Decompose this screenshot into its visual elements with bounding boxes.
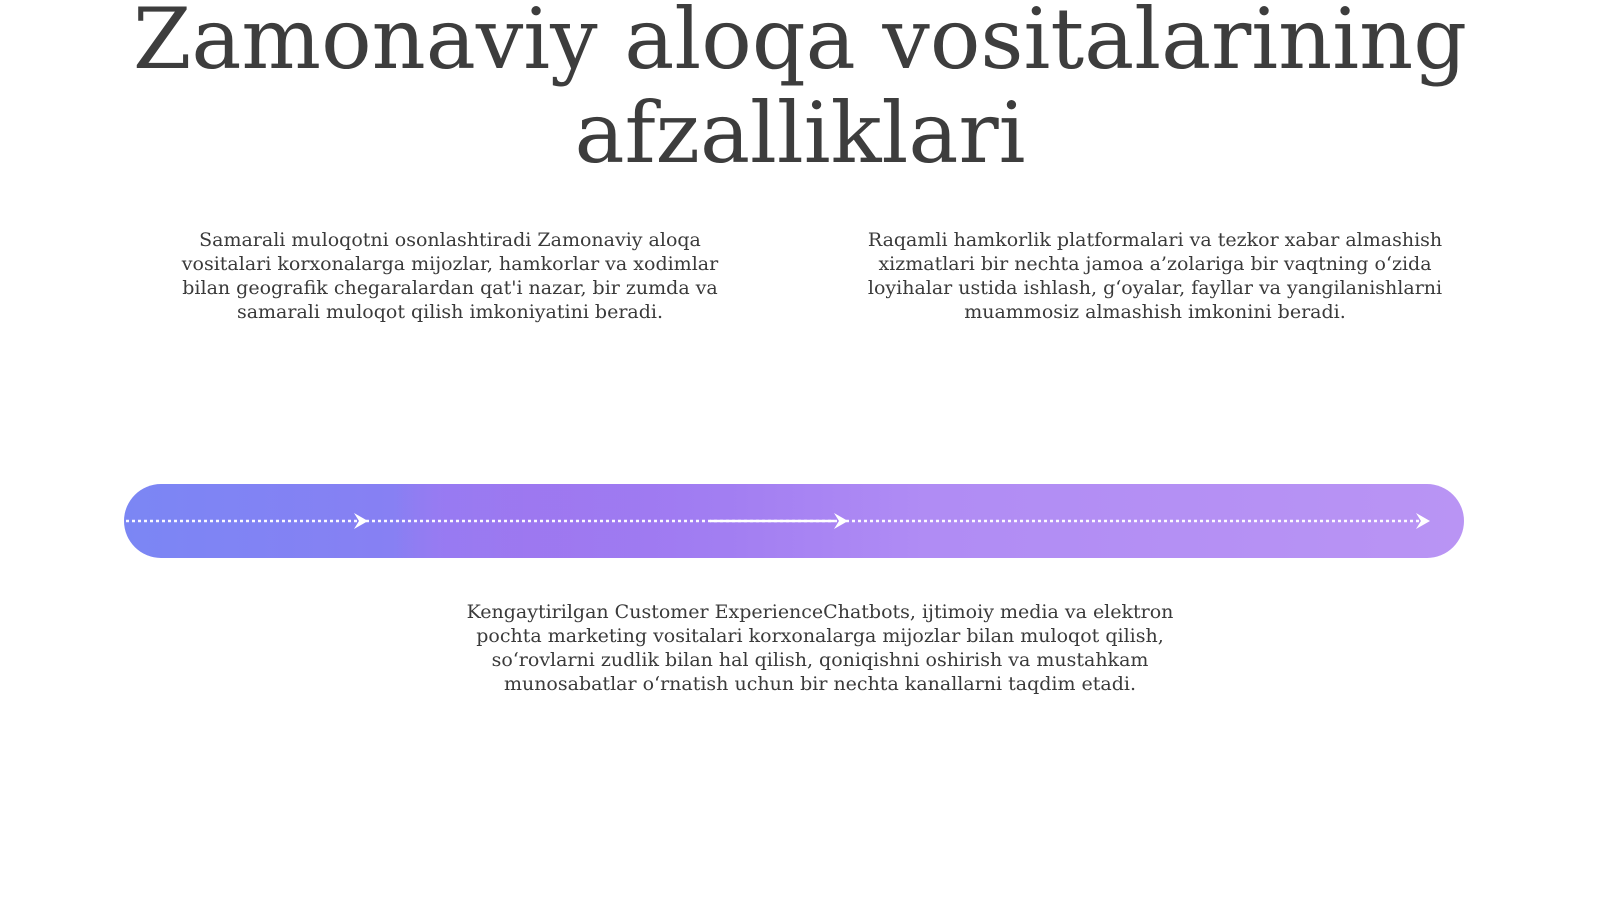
text-block-left: Samarali muloqotni osonlashtiradi Zamonaviy aloqa vositalari korxonalarga mijozlar, hamkorlar va xodimlar bilan geografik chegaralardan qat'i nazar, bir zumda va samarali muloqot qilish imkoniyatini beradi.	[181, 229, 719, 323]
timeline-graphic	[124, 484, 1464, 558]
text-block-bottom: Kengaytirilgan Customer ExperienceChatbots, ijtimoiy media va elektron pochta marketing vositalari korxonalarga mijozlar bilan muloqot qilish, so‘rovlarni zudlik bilan hal qilish, qoniqishni oshirish va mustahkam munosabatlar o‘rnatish uchun bir nechta kanallarni taqdim etadi.	[466, 601, 1174, 695]
page-title: Zamonaviy aloqa vositalarining afzalliklari	[132, 0, 1468, 182]
timeline-bar	[124, 484, 1464, 558]
text-block-right: Raqamli hamkorlik platformalari va tezkor xabar almashish xizmatlari bir nechta jamoa a’zolariga bir vaqtning o‘zida loyihalar ustida ishlash, g‘oyalar, fayllar va yangilanishlarni muammosiz almashish imkonini beradi.	[867, 229, 1443, 323]
